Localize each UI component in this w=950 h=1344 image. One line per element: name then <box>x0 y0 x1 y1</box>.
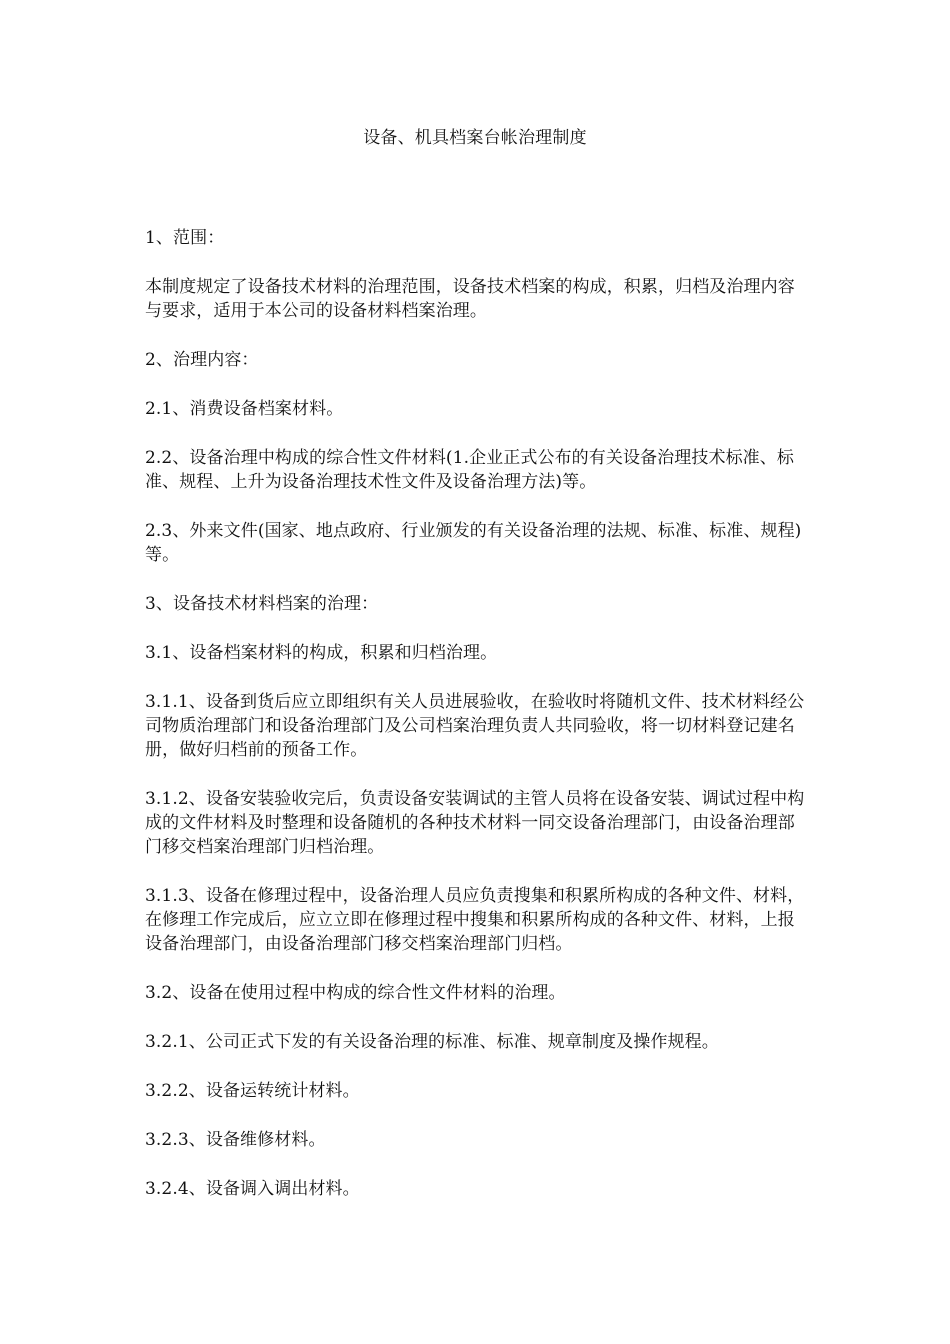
paragraph-2-3: 2.3、外来文件(国家、地点政府、行业颁发的有关设备治理的法规、标准、标准、规程)等。 <box>145 521 802 565</box>
paragraph-2-1: 2.1、消费设备档案材料。 <box>145 399 344 419</box>
paragraph-3-2-4: 3.2.4、设备调入调出材料。 <box>145 1179 360 1199</box>
paragraph-3-2: 3.2、设备在使用过程中构成的综合性文件材料的治理。 <box>145 983 566 1003</box>
paragraph-3-1-1: 3.1.1、设备到货后应立即组织有关人员进展验收，在验收时将随机文件、技术材料经公司物质治理部门和设备治理部门及公司档案治理负责人共同验收，将一切材料登记建名册，做好归档前的预备工作。 <box>145 692 805 760</box>
paragraph-3-1-3: 3.1.3、设备在修理过程中，设备治理人员应负责搜集和积累所构成的各种文件、材料，在修理工作完成后，应立立即在修理过程中搜集和积累所构成的各种文件、材料，上报设备治理部门，由设备治理部门移交档案治理部门归档。 <box>145 886 805 954</box>
paragraph-content-heading: 2、治理内容： <box>145 350 259 370</box>
paragraph-3-2-1: 3.2.1、公司正式下发的有关设备治理的标准、标准、规章制度及操作规程。 <box>145 1032 719 1052</box>
paragraph-scope-text: 本制度规定了设备技术材料的治理范围，设备技术档案的构成，积累，归档及治理内容与要求，适用于本公司的设备材料档案治理。 <box>145 277 795 321</box>
paragraph-3-2-2: 3.2.2、设备运转统计材料。 <box>145 1081 360 1101</box>
document-title: 设备、机具档案台帐治理制度 <box>363 128 587 148</box>
paragraph-archive-heading: 3、设备技术材料档案的治理： <box>145 594 379 614</box>
document-body <box>145 226 805 1226</box>
paragraph-2-2: 2.2、设备治理中构成的综合性文件材料(1.企业正式公布的有关设备治理技术标准、标准、规程、上升为设备治理技术性文件及设备治理方法)等。 <box>145 448 794 492</box>
paragraph-3-1-2: 3.1.2、设备安装验收完后，负责设备安装调试的主管人员将在设备安装、调试过程中构成的文件材料及时整理和设备随机的各种技术材料一同交设备治理部门，由设备治理部门移交档案治理部门归档治理。 <box>145 789 805 857</box>
paragraph-scope-heading: 1、范围： <box>145 228 225 248</box>
paragraph-3-2-3: 3.2.3、设备维修材料。 <box>145 1130 326 1150</box>
paragraph-3-1: 3.1、设备档案材料的构成，积累和归档治理。 <box>145 643 498 663</box>
